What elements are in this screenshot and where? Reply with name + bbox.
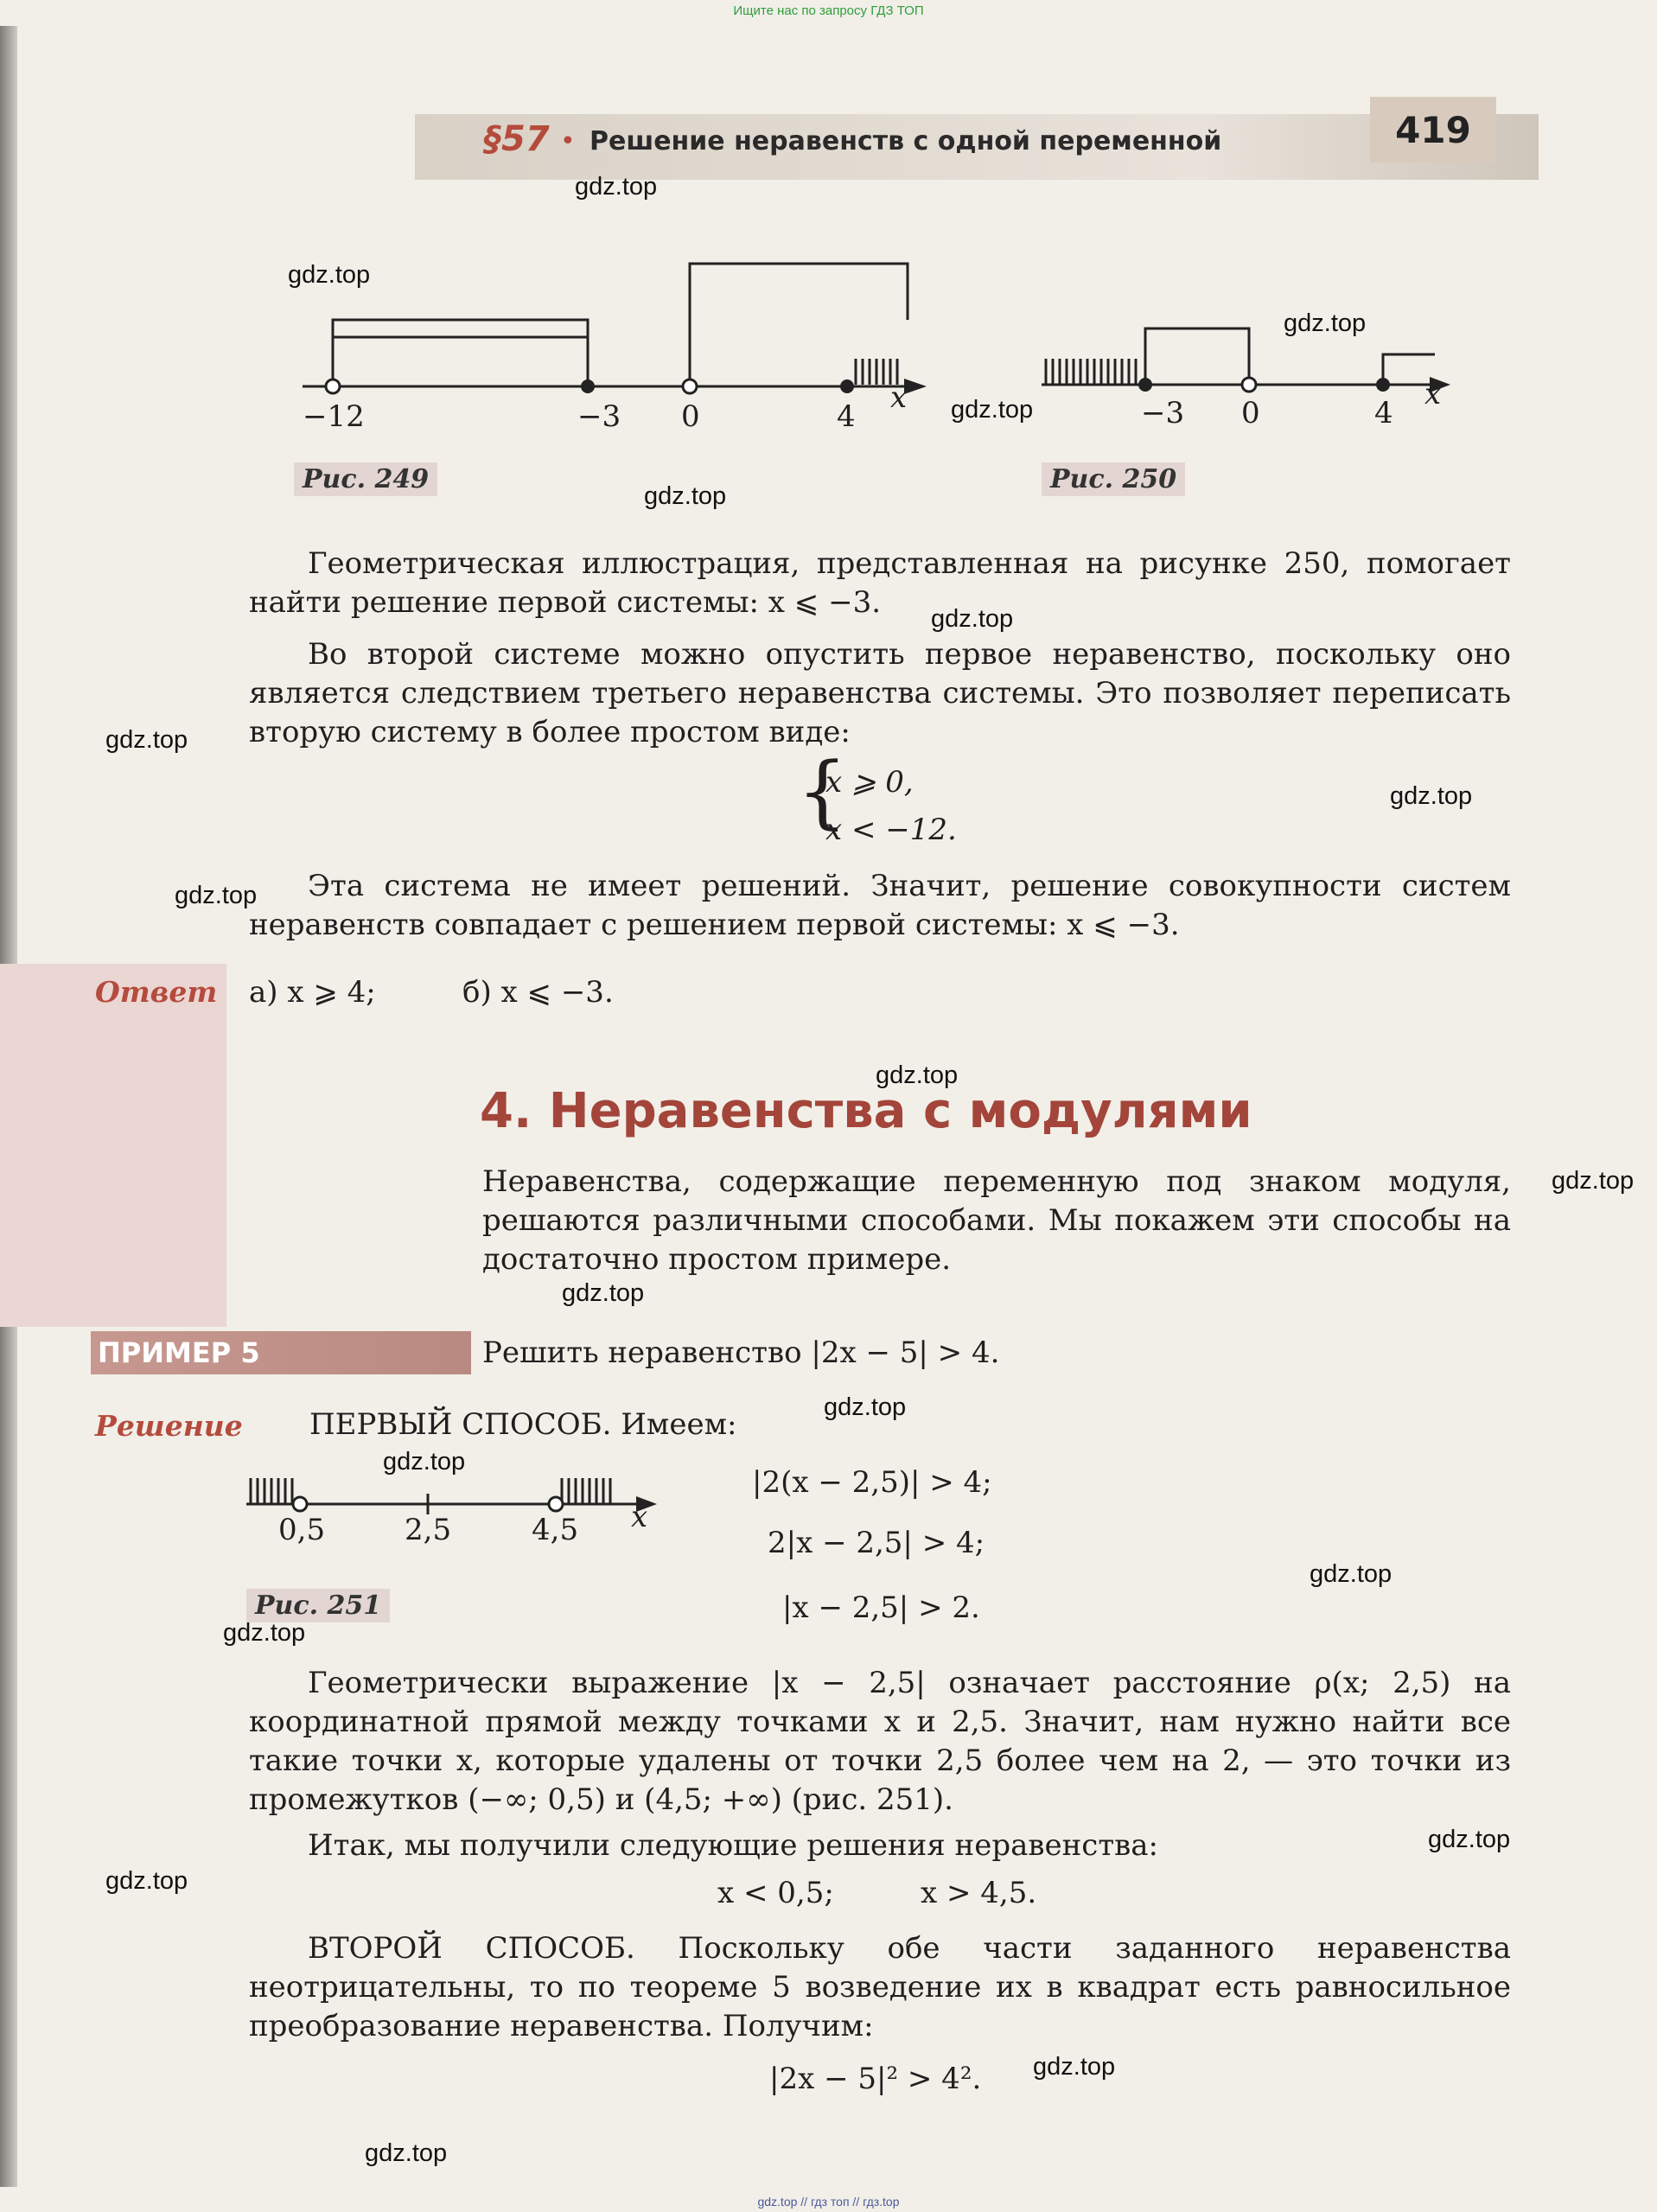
header-bullet: • [560,126,576,156]
paragraph-2: Во второй системе можно опустить первое неравенство, поскольку оно является следствием третьего неравенства системы. Это позволяет переписать вторую систему в более простом виде: [249,637,1511,749]
fig250-interval-a [1145,328,1249,385]
watermark: gdz.top [1284,309,1367,337]
fig249-tick-minus12: −12 [303,399,365,434]
fig251-tick-0-5: 0,5 [278,1513,326,1547]
fig251-point-4-5 [549,1497,563,1511]
fig249-tick-0: 0 [681,399,700,434]
watermark: gdz.top [1552,1167,1635,1195]
fig251-caption: Рис. 251 [246,1589,390,1622]
system-brace: { [797,745,848,838]
section-title: 4. Неравенства с модулями [480,1083,1252,1139]
bottom-banner-text: gdz.top // гдз топ // гдз.top [757,2195,900,2209]
fig251-tick-2-5: 2,5 [405,1513,452,1547]
fig250-point-minus3 [1138,378,1152,392]
watermark: gdz.top [951,396,1034,424]
watermark: gdz.top [365,2139,448,2167]
watermark: gdz.top [824,1393,907,1421]
watermark: gdz.top [1310,1560,1393,1588]
fig249-point-0 [683,379,697,393]
fig251-tick-4-5: 4,5 [532,1513,579,1547]
fig250-tick-0: 0 [1241,396,1260,430]
fig251-axis-label: x [631,1500,648,1534]
paragraph-1: Геометрическая иллюстрация, представленная на рисунке 250, помогает найти решение первой системы: x ⩽ −3. [249,546,1511,620]
fig249-tick-minus3: −3 [577,399,621,434]
solution-label: Решение [95,1409,243,1443]
watermark: gdz.top [1033,2053,1116,2081]
system-line-1: x ⩾ 0, [825,765,914,800]
watermark: gdz.top [105,1867,188,1895]
watermark: gdz.top [1428,1826,1511,1853]
top-banner-text: Ищите нас по запросу ГДЗ ТОП [733,3,924,18]
watermark: gdz.top [644,482,727,510]
fig249-arrow [904,379,927,394]
fig250-point-0 [1242,378,1256,392]
page-number: 419 [1370,97,1496,163]
fig250-axis-label: x [1424,377,1442,411]
paragraph-6: Итак, мы получили следующие решения неравенства: [308,1828,1159,1863]
equation-2: 2|x − 2,5| > 4; [768,1526,985,1560]
watermark: gdz.top [1390,782,1473,810]
example-tag: ПРИМЕР 5 [91,1331,471,1374]
watermark: gdz.top [575,173,658,201]
solution-1: x < 0,5; [717,1876,834,1910]
fig249-point-minus12 [326,379,340,393]
watermark: gdz.top [175,882,258,909]
fig249-point-minus3 [581,379,595,393]
watermark: gdz.top [288,261,371,289]
fig251-point-0-5 [293,1497,307,1511]
watermark: gdz.top [876,1061,959,1089]
paragraph-5: Геометрически выражение |x − 2,5| означает расстояние ρ(x; 2,5) на координатной прямой между точками x и 2,5. Значит, нам нужно найти все такие точки x, которые удалены от точки 2,5 более чем на 2, — это точки из промежутков (−∞; 0,5) и (4,5; +∞) (рис. 251). [249,1666,1511,1817]
fig249-interval-a [333,320,588,386]
margin-highlight-band [0,964,226,1327]
fig250-tick-minus3: −3 [1141,396,1185,430]
watermark: gdz.top [223,1619,306,1647]
answer-label: Ответ [95,975,218,1009]
fig249-interval-c [690,264,908,386]
fig249-caption: Рис. 249 [294,462,437,496]
equation-3: |x − 2,5| > 2. [782,1590,980,1625]
answer-a: а) x ⩾ 4; [249,975,376,1010]
equation-1: |2(x − 2,5)| > 4; [752,1465,992,1500]
answer-b: б) x ⩽ −3. [462,975,614,1010]
fig249-axis-label: x [890,380,908,415]
fig250-caption: Рис. 250 [1042,462,1185,496]
paragraph-7: ВТОРОЙ СПОСОБ. Поскольку обе части заданного неравенства неотрицательны, то по теореме 5 возведение их в квадрат есть равносильное преобразование неравенства. Получим: [249,1931,1511,2043]
equation-4: |2x − 5|² > 4². [769,2062,982,2096]
watermark: gdz.top [383,1448,466,1476]
system-line-2: x < −12. [825,813,957,847]
chapter-title: Решение неравенств с одной переменной [590,126,1222,156]
fig250-tick-4: 4 [1374,396,1393,430]
watermark: gdz.top [105,726,188,754]
paragraph-4: Неравенства, содержащие переменную под знаком модуля, решаются различными способами. Мы покажем эти способы на достаточно простом примере. [482,1164,1511,1277]
example-text: Решить неравенство |2x − 5| > 4. [482,1335,1000,1370]
fig249-interval-b [333,337,588,386]
watermark: gdz.top [562,1279,645,1307]
watermark: gdz.top [931,605,1014,633]
fig249-point-4 [840,379,854,393]
section-number: §57 [484,119,550,159]
solution-2: x > 4,5. [921,1876,1037,1910]
first-method-heading: ПЕРВЫЙ СПОСОБ. Имеем: [309,1407,737,1442]
fig250-point-4 [1376,378,1390,392]
paragraph-3: Эта система не имеет решений. Значит, решение совокупности систем неравенств совпадает с решением первой системы: x ⩽ −3. [249,869,1511,942]
fig249-tick-4: 4 [837,399,856,434]
